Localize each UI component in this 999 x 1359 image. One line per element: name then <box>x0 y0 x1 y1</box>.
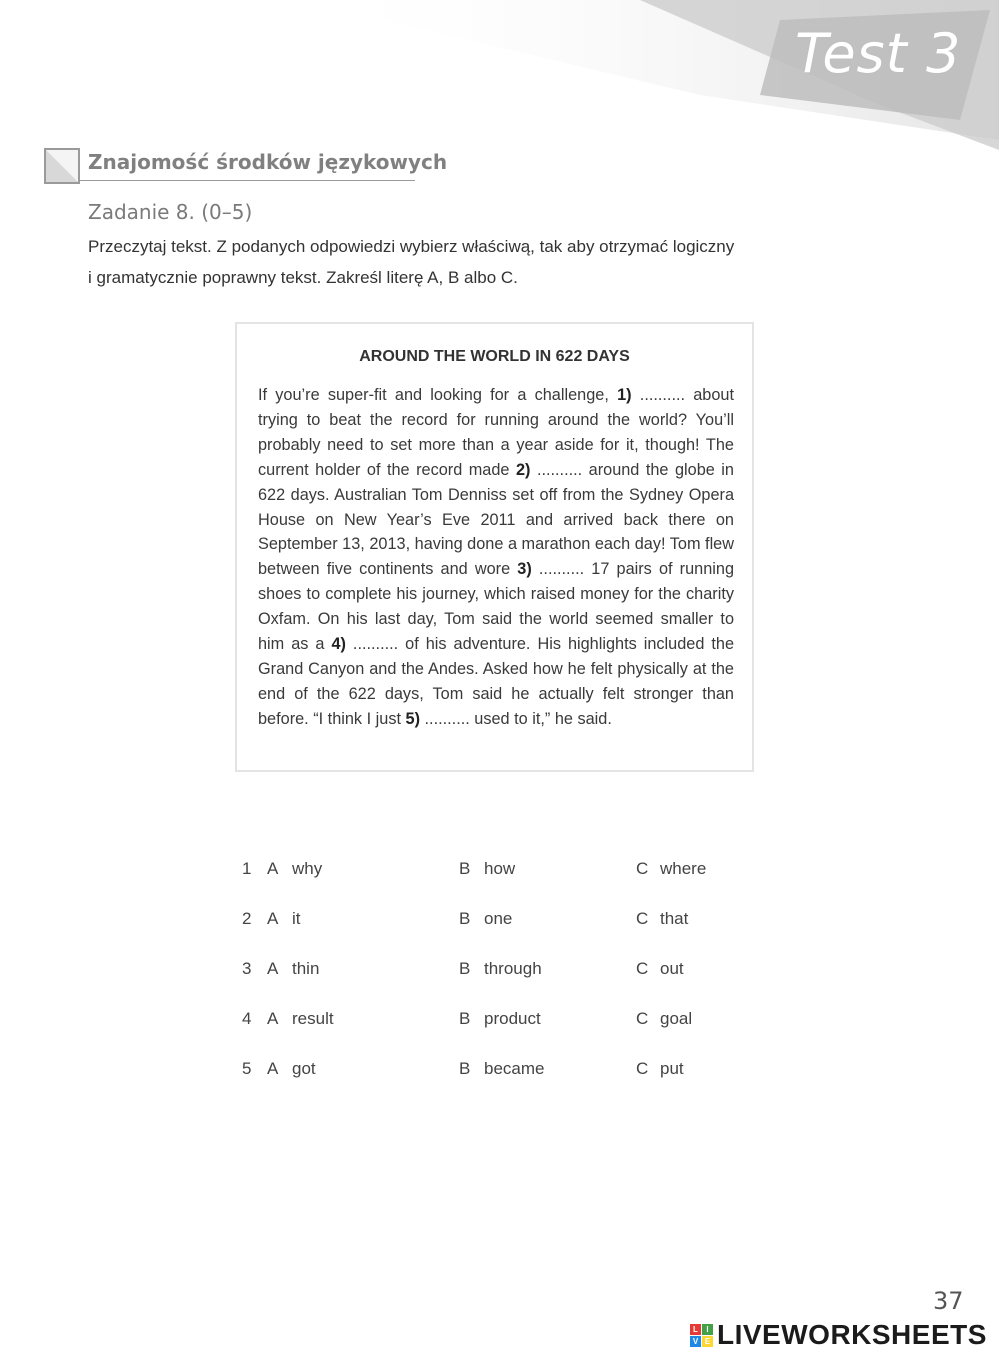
reading-title: AROUND THE WORLD IN 622 DAYS <box>359 348 630 365</box>
option-b[interactable]: product <box>484 1009 541 1028</box>
option-c[interactable]: put <box>660 1059 684 1078</box>
reading-body <box>258 383 734 732</box>
option-letter-c[interactable]: C <box>636 1059 649 1078</box>
test-label: Test 3 <box>795 22 962 85</box>
option-c[interactable]: goal <box>660 1009 693 1028</box>
option-row-2 <box>240 904 740 954</box>
option-letter-a[interactable]: A <box>267 1009 279 1028</box>
option-letter-c[interactable]: C <box>636 859 649 878</box>
option-b[interactable]: one <box>484 909 513 928</box>
option-letter-a[interactable]: A <box>267 859 279 878</box>
reading-segment: If you’re super-fit and looking for a challenge, <box>258 386 618 404</box>
logo-tile-v: V <box>690 1336 701 1347</box>
option-c[interactable]: where <box>660 859 707 878</box>
option-a[interactable]: result <box>292 1009 334 1028</box>
option-b[interactable]: became <box>484 1059 545 1078</box>
option-letter-c[interactable]: C <box>636 959 649 978</box>
option-c[interactable]: out <box>660 959 684 978</box>
section-title: Znajomość środków językowych <box>88 150 448 174</box>
question-number: 1 <box>242 859 252 878</box>
question-number: 4 <box>242 1009 252 1028</box>
logo-tile-i: I <box>702 1324 713 1335</box>
section-corner-icon <box>44 148 80 184</box>
option-letter-b[interactable]: B <box>459 859 471 878</box>
reading-segment: .......... about trying to beat the record for running around the world? You’ll probably need to set more than a year aside for it, though! The current holder of the record made <box>258 386 734 479</box>
option-row-5 <box>240 1054 740 1104</box>
liveworksheets-logo-icon <box>690 1324 713 1347</box>
option-b[interactable]: how <box>484 859 516 878</box>
reading-segment: .......... around the globe in 622 days. Australian Tom Denniss set off from the Sydney Opera House on New Year’s Eve 2011 and arrived back there on September 13, 2013, having done a marathon each day! Tom flew between five continents and wore <box>258 460 734 579</box>
task-instruction <box>88 231 738 293</box>
liveworksheets-brand[interactable] <box>690 1318 987 1352</box>
option-row-4 <box>240 1004 740 1054</box>
option-letter-c[interactable]: C <box>636 1009 649 1028</box>
gap-marker-4: 4) <box>331 635 346 654</box>
reading-text-box <box>235 322 754 772</box>
reading-segment: .......... 17 pairs of running shoes to complete his journey, which raised money for the charity Oxfam. On his last day, Tom said the world seemed smaller to him as a <box>258 560 734 654</box>
question-number: 3 <box>242 959 252 978</box>
reading-segment: .......... used to it,” he said. <box>420 709 612 728</box>
option-b[interactable]: through <box>484 959 542 978</box>
option-letter-b[interactable]: B <box>459 1059 471 1078</box>
section-divider <box>80 180 415 181</box>
task-title: Zadanie 8. (0–5) <box>88 200 253 224</box>
logo-tile-l: L <box>690 1324 701 1335</box>
option-row-1 <box>240 854 740 904</box>
option-letter-b[interactable]: B <box>459 959 471 978</box>
option-a[interactable]: got <box>292 1059 316 1078</box>
gap-marker-1: 1) <box>617 386 632 404</box>
gap-marker-3: 3) <box>517 560 532 579</box>
option-letter-c[interactable]: C <box>636 909 649 928</box>
question-number: 2 <box>242 909 252 928</box>
option-c[interactable]: that <box>660 909 689 928</box>
instruction-line-1: Przeczytaj tekst. Z podanych odpowiedzi wybierz właściwą, tak aby otrzymać logiczny <box>88 237 735 256</box>
option-letter-b[interactable]: B <box>459 909 471 928</box>
option-row-3 <box>240 954 740 1004</box>
gap-marker-5: 5) <box>405 709 420 728</box>
question-number: 5 <box>242 1059 252 1078</box>
option-a[interactable]: why <box>292 859 323 878</box>
option-letter-b[interactable]: B <box>459 1009 471 1028</box>
option-a[interactable]: it <box>292 909 301 928</box>
logo-tile-e: E <box>702 1336 713 1347</box>
brand-name: LIVEWORKSHEETS <box>717 1319 987 1350</box>
gap-marker-2: 2) <box>515 460 531 479</box>
option-letter-a[interactable]: A <box>267 909 279 928</box>
answer-options <box>240 854 740 1104</box>
option-letter-a[interactable]: A <box>267 959 279 978</box>
instruction-line-2: i gramatycznie poprawny tekst. Zakreśl literę A, B albo C. <box>88 268 518 287</box>
corner-fold-icon <box>46 150 78 182</box>
option-letter-a[interactable]: A <box>267 1059 279 1078</box>
page-number: 37 <box>933 1287 964 1315</box>
reading-segment: .......... of his adventure. His highlights included the Grand Canyon and the Andes. Asked how he felt physically at the end of the 622 days, Tom said he actually felt stronger than before. “I think I just <box>258 635 734 728</box>
option-a[interactable]: thin <box>292 959 320 978</box>
